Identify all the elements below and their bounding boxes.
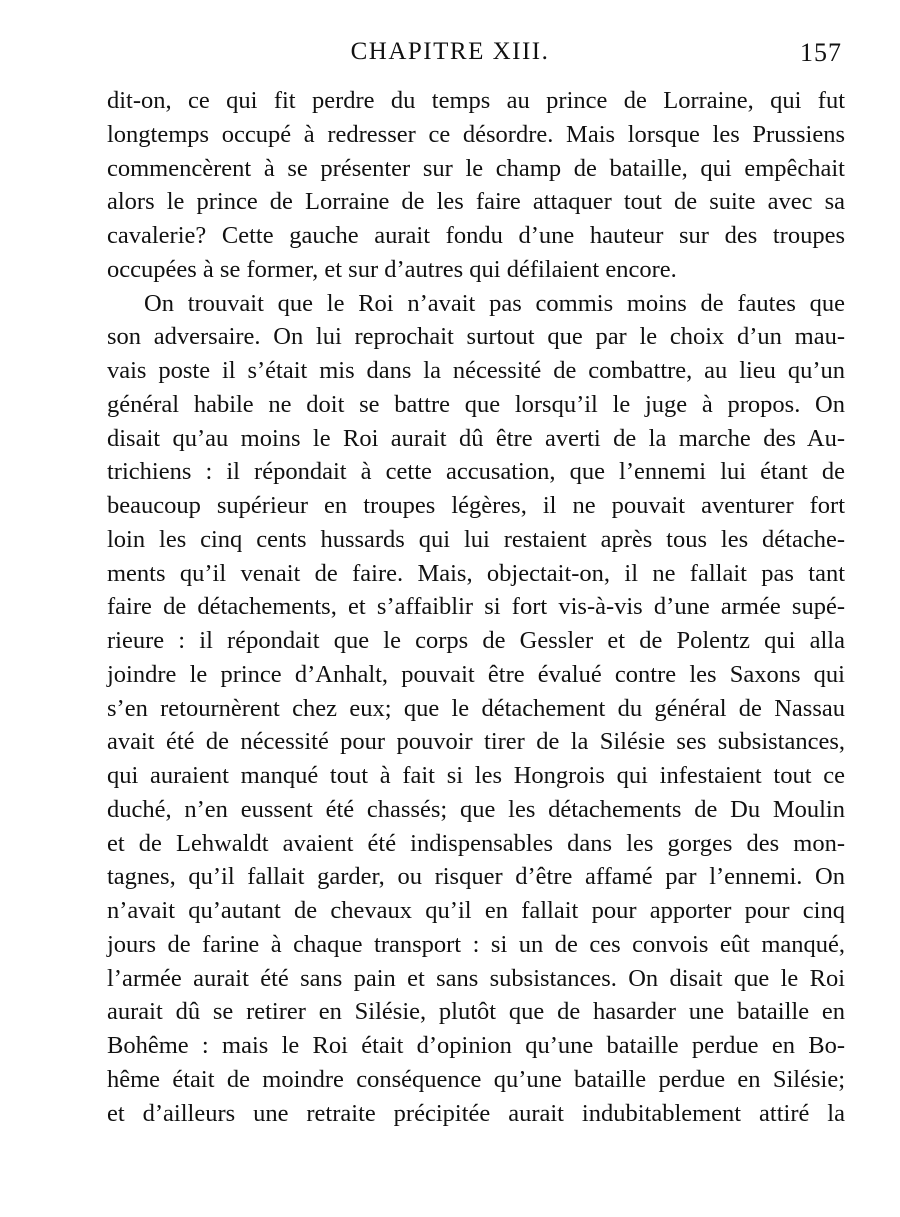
running-title: CHAPITRE XIII.	[350, 38, 550, 65]
body-text	[107, 84, 845, 1130]
paragraph-start-line: On trouvait que le Roi n’avait pas commis moins de fautes que	[144, 289, 845, 317]
paragraph-end-line: occupées à se former, et sur d’autres qui défilaient encore.	[107, 255, 677, 283]
text-line: disait qu’au moins le Roi aurait dû être averti de la marche des Au-	[107, 424, 845, 452]
text-line: qui auraient manqué tout à fait si les Hongrois qui infestaient tout ce	[107, 762, 845, 789]
text-line: beaucoup supérieur en troupes légères, il ne pouvait aventurer fort	[107, 492, 845, 519]
text-line: Bohême : mais le Roi était d’opinion qu’une bataille perdue en Bo-	[107, 1032, 845, 1059]
text-line: et d’ailleurs une retraite précipitée aurait indubitablement attiré la	[107, 1099, 845, 1127]
text-line: son adversaire. On lui reprochait surtout que par le choix d’un mau-	[107, 323, 845, 351]
text-line: trichiens : il répondait à cette accusation, que l’ennemi lui étant de	[107, 458, 845, 486]
text-line: s’en retournèrent chez eux; que le détachement du général de Nassau	[107, 694, 845, 722]
text-line: l’armée aurait été sans pain et sans subsistances. On disait que le Roi	[107, 964, 845, 992]
page-number: 157	[800, 38, 842, 67]
text-line: dit-on, ce qui fit perdre du temps au prince de Lorraine, qui fut	[107, 87, 845, 114]
page-header	[0, 34, 900, 74]
text-line: faire de détachements, et s’affaiblir si fort vis-à-vis d’une armée supé-	[107, 593, 845, 621]
text-line: commencèrent à se présenter sur le champ de bataille, qui empêchait	[107, 154, 845, 182]
text-line: aurait dû se retirer en Silésie, plutôt que de hasarder une bataille en	[107, 998, 845, 1026]
text-line: cavalerie? Cette gauche aurait fondu d’une hauteur sur des troupes	[107, 222, 845, 249]
text-line: loin les cinq cents hussards qui lui restaient après tous les détache-	[107, 525, 845, 553]
text-line: avait été de nécessité pour pouvoir tirer de la Silésie ses subsistances,	[107, 728, 845, 756]
text-line: hême était de moindre conséquence qu’une bataille perdue en Silésie;	[107, 1065, 845, 1093]
text-line: duché, n’en eussent été chassés; que les détachements de Du Moulin	[107, 795, 845, 823]
text-line: général habile ne doit se battre que lorsqu’il le juge à propos. On	[107, 390, 845, 418]
text-line: tagnes, qu’il fallait garder, ou risquer d’être affamé par l’ennemi. On	[107, 863, 845, 891]
text-line: alors le prince de Lorraine de les faire attaquer tout de suite avec sa	[107, 188, 845, 216]
text-line: ments qu’il venait de faire. Mais, objectait-on, il ne fallait pas tant	[107, 559, 845, 587]
text-line: joindre le prince d’Anhalt, pouvait être évalué contre les Saxons qui	[107, 660, 845, 688]
text-line: rieure : il répondait que le corps de Gessler et de Polentz qui alla	[107, 627, 845, 654]
text-line: longtemps occupé à redresser ce désordre. Mais lorsque les Prussiens	[107, 120, 845, 148]
text-line: n’avait qu’autant de chevaux qu’il en fallait pour apporter pour cinq	[107, 897, 845, 924]
text-line: vais poste il s’était mis dans la nécessité de combattre, au lieu qu’un	[107, 357, 845, 384]
text-line: et de Lehwaldt avaient été indispensables dans les gorges des mon-	[107, 829, 845, 857]
text-line: jours de farine à chaque transport : si un de ces convois eût manqué,	[107, 930, 845, 958]
